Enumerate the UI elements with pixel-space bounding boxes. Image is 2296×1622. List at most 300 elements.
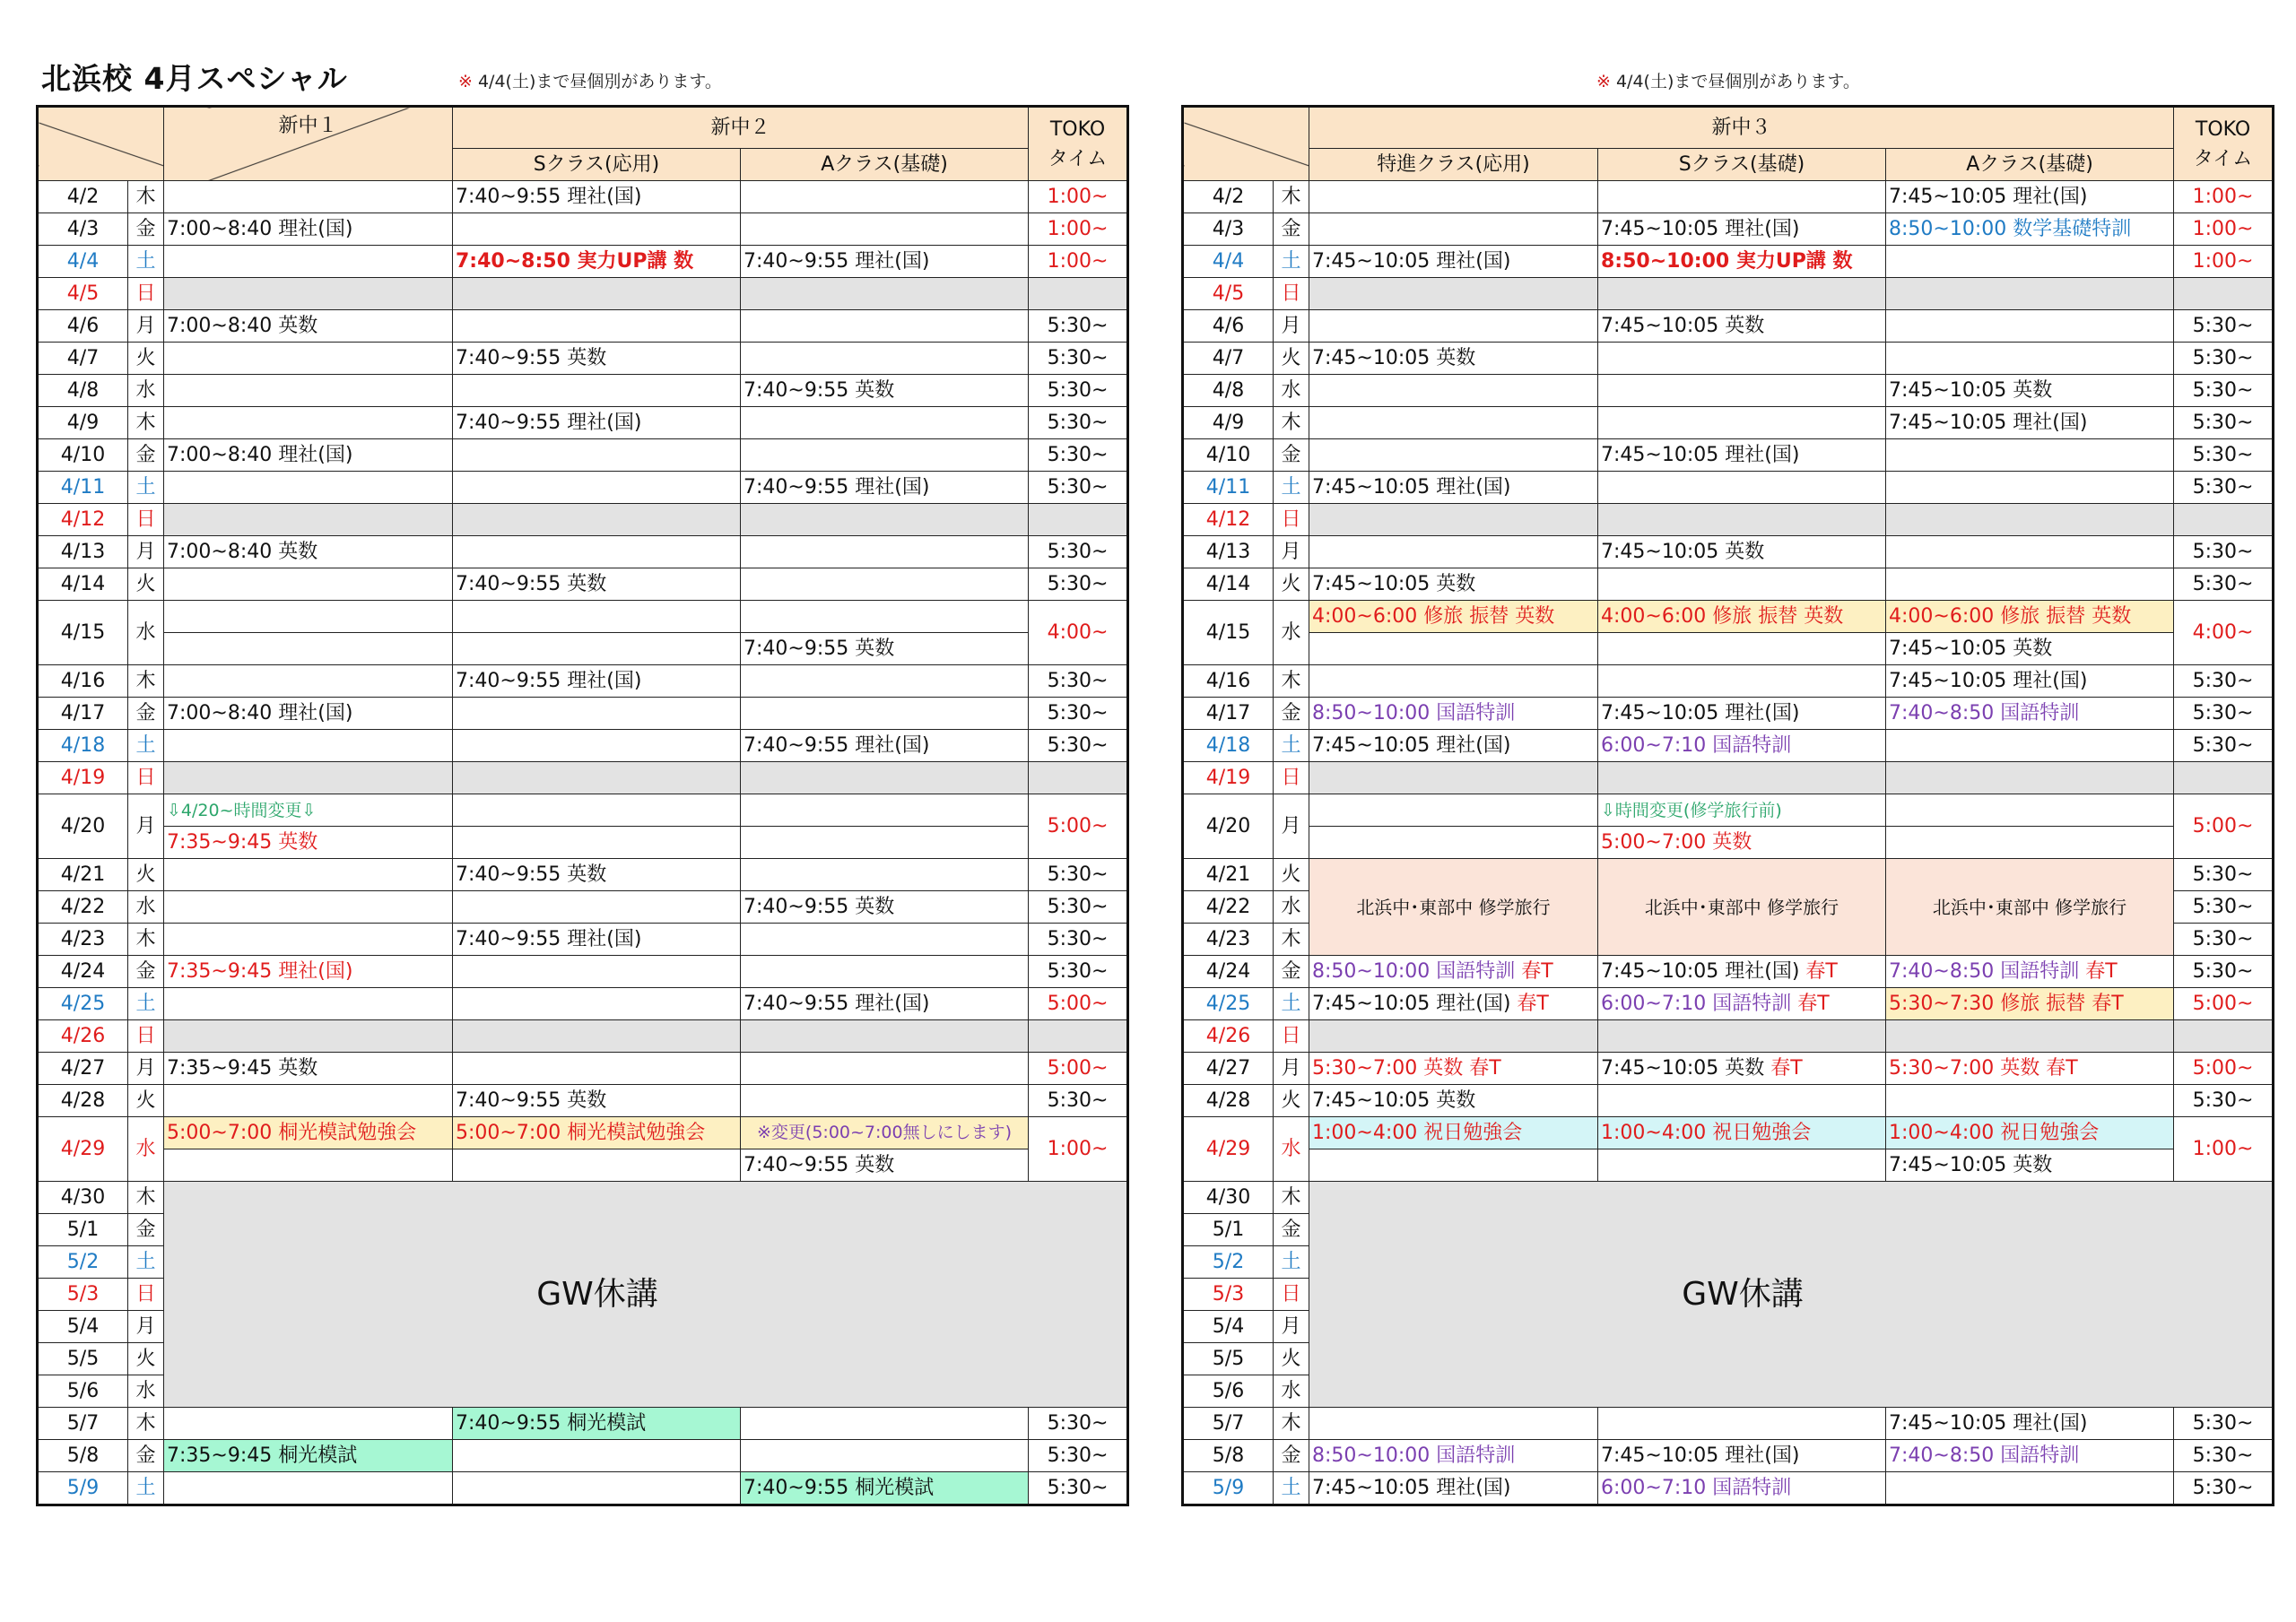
slot-cell [453,924,741,956]
slot-cell [164,730,453,762]
slot-cell [1309,310,1598,343]
weekday-cell: 金 [128,1440,164,1472]
class-entry-text: 7:40~9:55 英数 [456,346,607,369]
date-cell: 4/3 [1183,213,1274,246]
slot-cell [741,891,1029,924]
class-entry-text: 7:45~10:05 英数 [1601,314,1765,337]
class-entry-text: 5:00~7:00 英数 [1601,830,1752,854]
slot-cell [453,536,741,568]
toko-time-cell: 5:30~ [1029,1440,1128,1472]
class-entry-text: 7:35~9:45 英数 [167,830,318,854]
header-a-class: Aクラス(基礎) [741,149,1029,181]
table-row [38,859,1128,891]
slot-cell [1309,213,1598,246]
slot-cell [1309,1117,1598,1149]
weekday-cell: 土 [128,472,164,504]
table-row [38,1472,1128,1505]
weekday-cell: 火 [128,859,164,891]
class-entry-text: 7:40~9:55 英数 [456,1089,607,1112]
date-cell: 4/24 [38,956,128,988]
slot-cell [1309,988,1598,1020]
date-cell: 4/16 [1183,665,1274,698]
slot-cell [741,1440,1029,1472]
weekday-cell: 金 [1274,1214,1309,1246]
date-cell: 4/7 [38,343,128,375]
date-cell: 4/14 [1183,568,1274,601]
weekday-cell: 火 [128,1085,164,1117]
weekday-cell: 日 [1274,504,1309,536]
weekday-cell: 土 [128,246,164,278]
toko-time-cell [2174,762,2274,794]
slot-cell [1598,1053,1886,1085]
haru-teacher-tag: 春T [1469,1056,1501,1080]
toko-time-cell: 5:30~ [2174,891,2274,924]
header-grade1: 新中１ [164,107,453,181]
slot-cell [1309,762,1598,794]
weekday-cell: 木 [1274,1182,1309,1214]
weekday-cell: 日 [1274,278,1309,310]
class-entry-text: 7:45~10:05 英数 [1889,378,2053,402]
class-entry-text: 8:50~10:00 数学基礎特訓 [1889,217,2132,240]
slot-cell [164,1408,453,1440]
slot-cell [1886,601,2174,633]
slot-cell [1886,1085,2174,1117]
slot-cell [1598,181,1886,213]
toko-time-cell: 5:00~ [1029,988,1128,1020]
slot-cell [164,472,453,504]
weekday-cell: 木 [1274,1408,1309,1440]
slot-cell [164,1085,453,1117]
table-row [38,472,1128,504]
toko-time-cell: 5:30~ [1029,698,1128,730]
slot-cell [741,794,1029,827]
date-cell: 4/26 [1183,1020,1274,1053]
note-mark: ※ [1596,72,1611,91]
weekday-cell: 木 [1274,407,1309,439]
weekday-cell: 木 [128,665,164,698]
slot-cell [1886,1408,2174,1440]
weekday-cell: 月 [128,1311,164,1343]
date-cell: 4/10 [38,439,128,472]
date-cell: 4/18 [38,730,128,762]
class-entry-text: 7:40~9:55 理社(国) [456,927,642,950]
class-entry-text: 7:40~9:55 英数 [744,895,895,918]
class-entry-text: 7:40~9:55 理社(国) [744,733,930,757]
date-cell: 5/8 [38,1440,128,1472]
table-row [1183,472,2274,504]
slot-cell [1886,730,2174,762]
note-text: 4/4(土)まで昼個別があります。 [1610,72,1860,91]
toko-time-cell: 5:30~ [1029,891,1128,924]
weekday-cell: 火 [1274,568,1309,601]
date-cell: 4/15 [38,601,128,665]
date-cell: 4/20 [1183,794,1274,859]
header-a-class: Aクラス(基礎) [1886,149,2174,181]
slot-cell [1309,956,1598,988]
slot-cell [164,278,453,310]
slot-cell [1886,536,2174,568]
toko-time-cell: 1:00~ [2174,1117,2274,1182]
toko-time-cell: 5:30~ [1029,536,1128,568]
schedule-table-right [1181,105,2274,1506]
date-cell: 4/5 [38,278,128,310]
toko-time-cell: 5:30~ [1029,1408,1128,1440]
slot-cell [1886,310,2174,343]
table-row [38,956,1128,988]
date-cell: 4/25 [1183,988,1274,1020]
toko-time-cell: 5:30~ [1029,407,1128,439]
toko-time-cell: 5:30~ [1029,956,1128,988]
class-entry-text: 7:40~9:55 理社(国) [456,185,642,208]
class-entry-text: 1:00~4:00 祝日勉強会 [1601,1121,1812,1144]
slot-cell [1598,213,1886,246]
class-entry-text: 5:30~7:30 修旅 振替 [1889,992,2092,1015]
table-row [38,762,1128,794]
slot-cell [453,730,741,762]
table-row [1183,568,2274,601]
table-row [1183,1053,2274,1085]
class-entry-text: 8:50~10:00 国語特訓 [1312,959,1522,983]
date-cell: 4/2 [1183,181,1274,213]
slot-cell [453,1149,741,1182]
date-cell: 4/15 [1183,601,1274,665]
date-cell: 4/23 [38,924,128,956]
table-row [1183,633,2274,665]
weekday-cell: 木 [128,1408,164,1440]
toko-time-cell: 5:30~ [2174,698,2274,730]
header-toko: TOKO タイム [2174,107,2274,181]
table-row [1183,1182,2274,1214]
slot-cell [1309,407,1598,439]
class-entry-text: 7:45~10:05 理社(国) [1312,249,1511,273]
class-entry-text: 7:35~9:45 桐光模試 [167,1444,358,1467]
toko-time-cell [2174,1020,2274,1053]
table-row [1183,601,2274,633]
class-entry-text: 7:40~9:55 理社(国) [744,992,930,1015]
date-cell: 4/19 [1183,762,1274,794]
page-title: 北浜校 4月スペシャル [41,61,348,96]
toko-time-cell: 5:30~ [2174,1440,2274,1472]
slot-cell [741,1408,1029,1440]
weekday-cell: 金 [1274,213,1309,246]
slot-cell [164,246,453,278]
date-cell: 4/30 [38,1182,128,1214]
class-entry-text: 4:00~6:00 修旅 振替 英数 [1601,604,1844,628]
table-row [1183,665,2274,698]
slot-cell [1309,343,1598,375]
toko-time-cell: 5:30~ [2174,1408,2274,1440]
class-entry-text: 7:45~10:05 理社(国) [1312,475,1511,499]
weekday-cell: 金 [128,956,164,988]
date-cell: 5/8 [1183,1440,1274,1472]
weekday-cell: 金 [128,439,164,472]
weekday-cell: 金 [1274,956,1309,988]
slot-cell [453,310,741,343]
slot-cell [453,956,741,988]
slot-cell [1886,278,2174,310]
date-cell: 5/2 [38,1246,128,1279]
note-text: 4/4(土)まで昼個別があります。 [472,72,722,91]
slot-cell [1598,1020,1886,1053]
slot-cell [453,181,741,213]
toko-time-cell: 5:30~ [2174,407,2274,439]
slot-cell [741,1053,1029,1085]
class-entry-text: 7:40~9:55 理社(国) [744,249,930,273]
slot-cell [741,730,1029,762]
slot-cell [1598,827,1886,859]
toko-time-cell: 5:30~ [1029,859,1128,891]
class-entry-text: 7:45~10:05 理社(国) [1312,1476,1511,1499]
slot-cell [164,698,453,730]
date-cell: 5/3 [38,1279,128,1311]
haru-teacher-tag: 春T [1797,992,1830,1015]
header-toko: TOKO タイム [1029,107,1128,181]
table-row [1183,407,2274,439]
toko-time-cell: 1:00~ [1029,246,1128,278]
weekday-cell: 日 [128,278,164,310]
date-cell: 4/17 [38,698,128,730]
date-cell: 4/22 [38,891,128,924]
table-row [1183,1408,2274,1440]
slot-cell [741,859,1029,891]
weekday-cell: 火 [1274,1085,1309,1117]
class-entry-text: 7:45~10:05 理社(国) [1601,701,1800,724]
slot-cell [453,665,741,698]
slot-cell [1886,1472,2174,1505]
slot-cell [453,1440,741,1472]
date-cell: 4/20 [38,794,128,859]
slot-cell [1598,504,1886,536]
date-cell: 4/22 [1183,891,1274,924]
toko-time-cell: 5:30~ [2174,859,2274,891]
haru-teacher-tag: 春T [2046,1056,2078,1080]
slot-cell [1886,794,2174,827]
table-row [1183,439,2274,472]
slot-cell [1886,1149,2174,1182]
slot-cell [1598,988,1886,1020]
slot-cell [1598,375,1886,407]
toko-time-cell: 5:30~ [1029,1472,1128,1505]
toko-time-cell: 1:00~ [1029,1117,1128,1182]
class-entry-text: 7:45~10:05 英数 [1889,1153,2053,1176]
table-row [38,698,1128,730]
slot-cell [1598,956,1886,988]
slot-cell [741,1472,1029,1505]
weekday-cell: 水 [1274,891,1309,924]
date-cell: 5/6 [1183,1375,1274,1408]
table-row [38,375,1128,407]
slot-cell [741,439,1029,472]
table-row [1183,310,2274,343]
slot-cell [453,859,741,891]
date-cell: 5/7 [38,1408,128,1440]
table-row [38,891,1128,924]
slot-cell [453,1117,741,1149]
date-cell: 4/17 [1183,698,1274,730]
date-cell: 4/6 [38,310,128,343]
slot-cell [1886,439,2174,472]
class-entry-text: 5:00~7:00 桐光模試勉強会 [167,1121,417,1144]
slot-cell [1886,1020,2174,1053]
weekday-cell: 金 [128,213,164,246]
class-entry-text: 7:45~10:05 英数 [1601,540,1765,563]
weekday-cell: 日 [128,762,164,794]
class-entry-text: 7:45~10:05 理社(国) [1601,443,1800,466]
class-entry-text: 7:35~9:45 理社(国) [167,959,353,983]
class-entry-text: 7:40~8:50 実力UP講 数 [456,249,694,273]
table-row [38,407,1128,439]
toko-time-cell: 5:30~ [1029,472,1128,504]
slot-cell [164,956,453,988]
class-entry-text: 5:00~7:00 桐光模試勉強会 [456,1121,706,1144]
date-cell: 5/5 [1183,1343,1274,1375]
slot-cell [741,472,1029,504]
table-row [38,504,1128,536]
slot-cell [453,601,741,633]
date-cell: 4/21 [38,859,128,891]
date-cell: 4/12 [38,504,128,536]
table-row [38,988,1128,1020]
class-entry-text: ⇩時間変更(修学旅行前) [1601,800,1782,820]
slot-cell [741,278,1029,310]
class-entry-text: 6:00~7:10 国語特訓 [1601,1476,1792,1499]
date-cell: 4/26 [38,1020,128,1053]
class-entry-text: 7:00~8:40 理社(国) [167,701,353,724]
slot-cell [741,1020,1029,1053]
slot-cell [1598,633,1886,665]
slot-cell [741,568,1029,601]
slot-cell [1309,665,1598,698]
date-cell: 5/9 [1183,1472,1274,1505]
class-entry-text: 7:40~9:55 英数 [456,863,607,886]
table-row [1183,762,2274,794]
slot-cell [1309,536,1598,568]
table-row [38,730,1128,762]
slot-cell [453,633,741,665]
slot-cell [164,1020,453,1053]
slot-cell [1886,665,2174,698]
class-entry-text: 7:40~9:55 理社(国) [456,411,642,434]
haru-teacher-tag: 春T [1521,959,1553,983]
date-cell: 5/4 [38,1311,128,1343]
date-cell: 4/11 [1183,472,1274,504]
class-entry-text: 7:45~10:05 英数 [1312,346,1476,369]
weekday-cell: 日 [128,1279,164,1311]
date-cell: 4/9 [38,407,128,439]
date-cell: 5/1 [38,1214,128,1246]
slot-cell [1886,181,2174,213]
slot-cell [1309,1020,1598,1053]
table-row [38,181,1128,213]
slot-cell [1598,278,1886,310]
weekday-cell: 土 [128,730,164,762]
toko-time-cell [1029,1020,1128,1053]
weekday-cell: 日 [128,504,164,536]
weekday-cell: 月 [128,794,164,859]
slot-cell [1886,762,2174,794]
class-entry-text: ⇩4/20~時間変更⇩ [167,800,317,820]
date-cell: 5/6 [38,1375,128,1408]
date-cell: 5/1 [1183,1214,1274,1246]
toko-time-cell: 5:30~ [1029,439,1128,472]
slot-cell [164,988,453,1020]
slot-cell [453,278,741,310]
toko-time-cell: 5:30~ [2174,472,2274,504]
table-row [1183,827,2274,859]
slot-cell [1886,698,2174,730]
table-row [1183,213,2274,246]
slot-cell [164,1472,453,1505]
slot-cell [1598,568,1886,601]
class-entry-text: 7:45~10:05 理社(国) [1312,992,1518,1015]
table-row [38,665,1128,698]
slot-cell [1886,956,2174,988]
slot-cell [453,762,741,794]
slot-cell [164,891,453,924]
table-row [38,1053,1128,1085]
toko-time-cell: 5:30~ [2174,730,2274,762]
slot-cell [741,213,1029,246]
weekday-cell: 木 [1274,181,1309,213]
date-cell: 4/10 [1183,439,1274,472]
class-entry-text: ※変更(5:00~7:00無しにします) [757,1123,1012,1142]
class-entry-text: 7:40~9:55 理社(国) [744,475,930,499]
table-row [1183,1472,2274,1505]
header-grade2: 新中２ [453,107,1029,149]
slot-cell [164,762,453,794]
date-cell: 4/14 [38,568,128,601]
slot-cell [1886,988,2174,1020]
date-cell: 4/4 [1183,246,1274,278]
table-row [1183,278,2274,310]
class-entry-text: 5:30~7:00 英数 [1312,1056,1470,1080]
slot-cell [453,343,741,375]
weekday-cell: 木 [1274,665,1309,698]
class-entry-text: 7:40~9:55 英数 [456,572,607,595]
date-cell: 4/11 [38,472,128,504]
slot-cell [1598,762,1886,794]
note-mark: ※ [458,72,473,91]
table-row [38,924,1128,956]
date-cell: 4/29 [38,1117,128,1182]
slot-cell [453,1408,741,1440]
slot-cell [1309,246,1598,278]
table-row [1183,1440,2274,1472]
slot-cell [453,504,741,536]
slot-cell [1598,665,1886,698]
slot-cell [453,213,741,246]
slot-cell [741,601,1029,633]
toko-time-cell: 4:00~ [1029,601,1128,665]
class-entry-text: 7:45~10:05 理社(国) [1601,1444,1800,1467]
date-cell: 4/29 [1183,1117,1274,1182]
slot-cell [741,956,1029,988]
date-cell: 4/13 [38,536,128,568]
slot-cell [741,698,1029,730]
weekday-cell: 土 [1274,472,1309,504]
table-row [38,1182,1128,1214]
weekday-cell: 土 [1274,1472,1309,1505]
date-cell: 5/3 [1183,1279,1274,1311]
weekday-cell: 金 [128,698,164,730]
date-cell: 4/23 [1183,924,1274,956]
class-entry-text: 7:40~9:55 桐光模試 [456,1411,647,1435]
weekday-cell: 火 [1274,1343,1309,1375]
slot-cell [164,568,453,601]
toko-time-cell: 1:00~ [2174,246,2274,278]
slot-cell [453,1053,741,1085]
weekday-cell: 火 [128,568,164,601]
